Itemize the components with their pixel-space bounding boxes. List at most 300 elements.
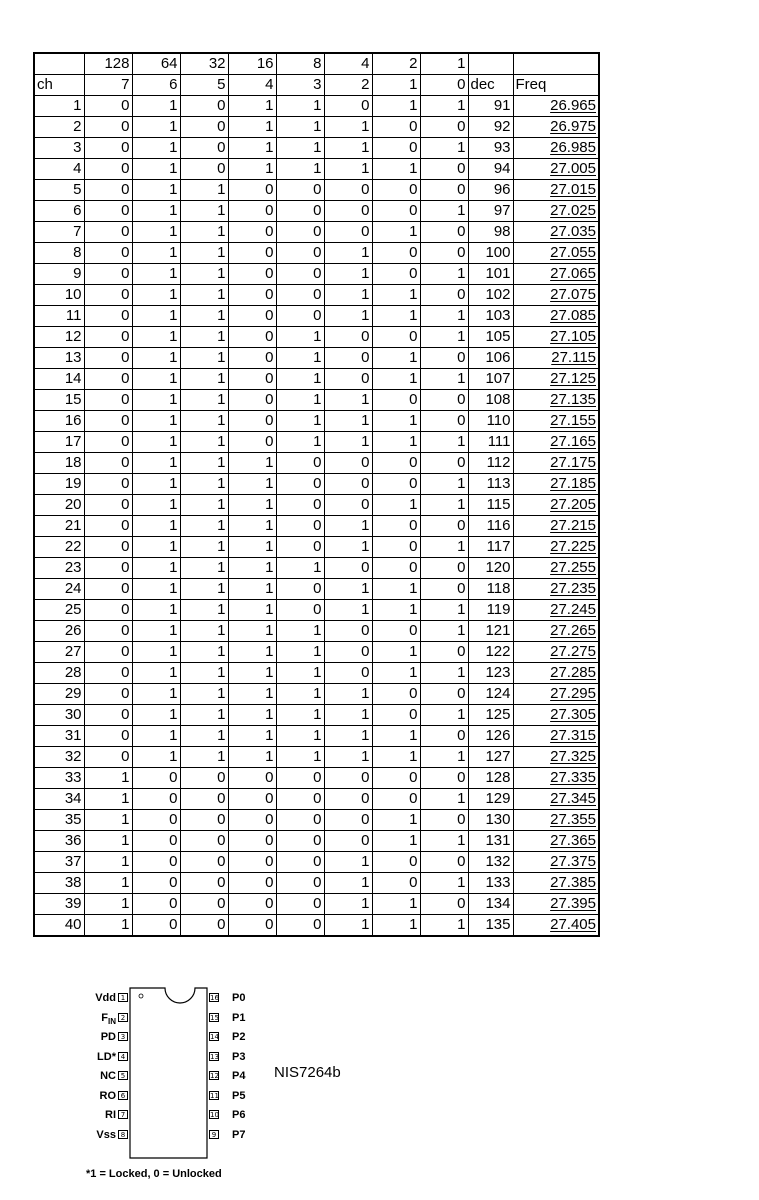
pin-label: P4 (232, 1070, 246, 1082)
table-cell: 1 (372, 432, 420, 453)
table-cell: 0 (180, 138, 228, 159)
table-cell: 101 (468, 264, 513, 285)
table-cell: 1 (420, 705, 468, 726)
table-cell: 1 (180, 558, 228, 579)
table-row (34, 348, 599, 369)
table-cell: 1 (420, 432, 468, 453)
table-cell: 1 (132, 285, 180, 306)
table-cell: 4 (228, 75, 276, 96)
table-cell: 131 (468, 831, 513, 852)
table-cell: 27.345 (513, 789, 599, 810)
table-row (34, 810, 599, 831)
table-cell: 1 (132, 663, 180, 684)
table-row (34, 684, 599, 705)
pin-number: 3 (118, 1032, 128, 1041)
table-cell: 0 (84, 642, 132, 663)
table-cell: 1 (276, 159, 324, 180)
table-cell: 1 (420, 747, 468, 768)
table-cell: 0 (324, 495, 372, 516)
table-cell: 1 (276, 411, 324, 432)
table-cell: 0 (372, 138, 420, 159)
table-cell: 1 (132, 537, 180, 558)
table-row (34, 159, 599, 180)
table-cell: ch (34, 75, 84, 96)
table-cell: 1 (324, 117, 372, 138)
table-cell: 3 (276, 75, 324, 96)
table-cell: 1 (324, 579, 372, 600)
table-cell: 16 (34, 411, 84, 432)
table-row (34, 474, 599, 495)
table-cell: 1 (180, 516, 228, 537)
table-cell: 27.025 (513, 201, 599, 222)
table-cell: 1 (228, 495, 276, 516)
table-row (34, 453, 599, 474)
table-cell: 1 (324, 747, 372, 768)
table-cell: 1 (372, 810, 420, 831)
lock-footnote: *1 = Locked, 0 = Unlocked (86, 1168, 222, 1180)
table-cell: 0 (132, 789, 180, 810)
table-cell: 27.305 (513, 705, 599, 726)
chip-outline (130, 988, 207, 1158)
table-cell: 0 (420, 726, 468, 747)
table-cell: 27.135 (513, 390, 599, 411)
table-cell: 1 (228, 516, 276, 537)
table-cell: 9 (34, 264, 84, 285)
table-cell: 0 (276, 831, 324, 852)
table-cell: 0 (84, 243, 132, 264)
table-cell: 0 (84, 558, 132, 579)
table-cell: 8 (34, 243, 84, 264)
table-cell: 0 (228, 873, 276, 894)
table-cell: 0 (372, 684, 420, 705)
table-cell: 26.975 (513, 117, 599, 138)
table-cell: 1 (180, 264, 228, 285)
table-cell: 102 (468, 285, 513, 306)
table-cell: 0 (180, 894, 228, 915)
table-cell: 0 (84, 684, 132, 705)
table-cell: 1 (132, 705, 180, 726)
table-cell: 1 (132, 222, 180, 243)
table-cell: 0 (228, 264, 276, 285)
table-cell: 10 (34, 285, 84, 306)
table-cell: 0 (132, 852, 180, 873)
table-cell: 128 (84, 53, 132, 75)
table-cell: 0 (180, 810, 228, 831)
table-cell: 0 (372, 789, 420, 810)
table-cell: 27.395 (513, 894, 599, 915)
table-cell: 1 (276, 726, 324, 747)
chip-pinout-diagram (60, 980, 380, 1190)
table-cell: 1 (372, 411, 420, 432)
table-cell: 0 (228, 369, 276, 390)
table-row (34, 369, 599, 390)
table-cell: 0 (276, 768, 324, 789)
table-cell: 0 (84, 159, 132, 180)
table-cell: 0 (84, 621, 132, 642)
pin-label: RI (105, 1109, 116, 1121)
table-cell: 1 (228, 117, 276, 138)
table-cell: 4 (324, 53, 372, 75)
table-cell: 134 (468, 894, 513, 915)
table-cell: 1 (228, 600, 276, 621)
table-cell: 0 (84, 453, 132, 474)
table-cell: 1 (372, 285, 420, 306)
table-cell: 0 (84, 222, 132, 243)
table-cell: 0 (420, 117, 468, 138)
table-cell: 133 (468, 873, 513, 894)
table-cell: 1 (372, 831, 420, 852)
table-cell: 1 (324, 138, 372, 159)
table-cell: 92 (468, 117, 513, 138)
table-cell: 0 (276, 873, 324, 894)
pin-number: 2 (118, 1013, 128, 1022)
table-cell: 130 (468, 810, 513, 831)
table-cell: 1 (372, 348, 420, 369)
table-cell: 1 (276, 663, 324, 684)
table-row (34, 831, 599, 852)
table-cell: dec (468, 75, 513, 96)
table-cell: 1 (180, 747, 228, 768)
table-cell: 1 (34, 96, 84, 117)
table-cell: 1 (420, 138, 468, 159)
table-cell: 1 (180, 390, 228, 411)
table-cell: 27.335 (513, 768, 599, 789)
table-cell: 125 (468, 705, 513, 726)
table-cell: 0 (420, 852, 468, 873)
table-cell: 1 (84, 810, 132, 831)
table-cell: 121 (468, 621, 513, 642)
table-cell: 2 (324, 75, 372, 96)
table-cell: 4 (34, 159, 84, 180)
table-cell: 0 (276, 600, 324, 621)
table-cell: 0 (84, 600, 132, 621)
table-cell: 0 (324, 831, 372, 852)
table-cell: 27.055 (513, 243, 599, 264)
table-cell: 1 (420, 201, 468, 222)
table-cell: 28 (34, 663, 84, 684)
table-cell: 18 (34, 453, 84, 474)
table-cell: 0 (276, 180, 324, 201)
table-cell: 27.315 (513, 726, 599, 747)
pin-number: 5 (118, 1071, 128, 1080)
table-cell: 0 (180, 831, 228, 852)
table-cell: 0 (324, 789, 372, 810)
table-cell: 1 (324, 306, 372, 327)
table-cell: 1 (180, 285, 228, 306)
table-cell: 1 (324, 873, 372, 894)
pin-label: P3 (232, 1050, 246, 1063)
table-cell: 0 (372, 852, 420, 873)
table-cell: 27.245 (513, 600, 599, 621)
table-cell: 22 (34, 537, 84, 558)
table-cell: 1 (324, 243, 372, 264)
table-cell: 1 (180, 705, 228, 726)
table-cell: 0 (420, 243, 468, 264)
table-cell: 27.115 (513, 348, 599, 369)
table-cell: 1 (180, 642, 228, 663)
table-cell: 13 (34, 348, 84, 369)
table-cell: 6 (132, 75, 180, 96)
table-cell: 128 (468, 768, 513, 789)
table-cell: 0 (132, 915, 180, 937)
table-cell: 1 (132, 516, 180, 537)
table-cell: 0 (420, 75, 468, 96)
table-row (34, 117, 599, 138)
table-cell: 27.265 (513, 621, 599, 642)
table-cell: 0 (372, 558, 420, 579)
table-cell: 0 (228, 285, 276, 306)
table-cell: 27.205 (513, 495, 599, 516)
table-cell: 0 (372, 537, 420, 558)
pin-number: 8 (118, 1130, 128, 1139)
table-cell: 24 (34, 579, 84, 600)
table-cell: 1 (132, 600, 180, 621)
pin-label: $F_{IN}$ (101, 1011, 116, 1026)
table-cell: 0 (276, 915, 324, 937)
table-cell: 1 (132, 726, 180, 747)
pin-label: NC (100, 1070, 116, 1082)
table-cell: 1 (372, 663, 420, 684)
table-cell: 0 (420, 684, 468, 705)
table-cell: 1 (276, 369, 324, 390)
table-cell: 1 (132, 579, 180, 600)
table-cell: 0 (84, 96, 132, 117)
table-cell: 1 (132, 411, 180, 432)
table-cell (468, 53, 513, 75)
table-cell: 0 (228, 201, 276, 222)
pin1-marker (139, 994, 143, 998)
table-cell: 1 (420, 53, 468, 75)
table-cell: 20 (34, 495, 84, 516)
table-cell: 117 (468, 537, 513, 558)
table-cell: 0 (84, 432, 132, 453)
table-row (34, 390, 599, 411)
table-cell: 1 (420, 663, 468, 684)
table-cell: 1 (372, 747, 420, 768)
table-cell: 12 (34, 327, 84, 348)
table-cell: 98 (468, 222, 513, 243)
table-cell: 0 (372, 873, 420, 894)
pin-number: 1 (118, 993, 128, 1002)
table-cell: 1 (276, 684, 324, 705)
table-cell: 39 (34, 894, 84, 915)
table-row (34, 201, 599, 222)
table-cell: 1 (372, 579, 420, 600)
table-cell: 94 (468, 159, 513, 180)
table-cell: 1 (132, 201, 180, 222)
table-cell: 32 (34, 747, 84, 768)
table-cell: 1 (324, 285, 372, 306)
table-row (34, 222, 599, 243)
table-cell: 0 (132, 831, 180, 852)
table-cell: 27.175 (513, 453, 599, 474)
table-cell: 118 (468, 579, 513, 600)
table-cell: 0 (276, 222, 324, 243)
table-cell: 1 (228, 663, 276, 684)
table-cell: 1 (132, 621, 180, 642)
table-cell: 0 (84, 663, 132, 684)
table-cell: 1 (228, 138, 276, 159)
table-cell: 27.225 (513, 537, 599, 558)
table-cell: 0 (276, 516, 324, 537)
table-cell: 11 (34, 306, 84, 327)
table-cell: 1 (276, 747, 324, 768)
table-cell: 1 (228, 705, 276, 726)
table-cell: 0 (420, 768, 468, 789)
table-cell: 0 (372, 453, 420, 474)
table-cell: 5 (34, 180, 84, 201)
table-cell: 27.155 (513, 411, 599, 432)
table-cell: 27.215 (513, 516, 599, 537)
table-cell: 1 (324, 915, 372, 937)
table-cell: 96 (468, 180, 513, 201)
table-cell: 0 (372, 390, 420, 411)
table-cell: 1 (180, 579, 228, 600)
table-cell: 1 (180, 201, 228, 222)
table-cell: 0 (324, 348, 372, 369)
table-cell: 1 (324, 726, 372, 747)
table-cell: 29 (34, 684, 84, 705)
table-cell: 1 (180, 537, 228, 558)
table-cell: 1 (84, 831, 132, 852)
table-cell: 16 (228, 53, 276, 75)
table-cell: 0 (276, 894, 324, 915)
table-row (34, 264, 599, 285)
table-cell: 0 (228, 243, 276, 264)
pin-label: P2 (232, 1031, 246, 1043)
table-row (34, 873, 599, 894)
table-cell: 1 (228, 726, 276, 747)
table-cell: 0 (420, 642, 468, 663)
pin-number: 7 (118, 1110, 128, 1119)
table-cell: 120 (468, 558, 513, 579)
table-cell: 1 (180, 621, 228, 642)
table-cell: 0 (372, 201, 420, 222)
pin-number: 4 (118, 1052, 128, 1061)
table-cell: 35 (34, 810, 84, 831)
table-cell: 1 (180, 453, 228, 474)
table-cell: 27.085 (513, 306, 599, 327)
table-cell: 32 (180, 53, 228, 75)
table-cell: 1 (372, 96, 420, 117)
table-cell: 0 (324, 558, 372, 579)
table-cell: 0 (420, 516, 468, 537)
table-row (34, 621, 599, 642)
table-cell: 0 (372, 768, 420, 789)
table-cell: 1 (276, 96, 324, 117)
table-cell: 27.035 (513, 222, 599, 243)
table-cell: 27.235 (513, 579, 599, 600)
table-cell: 0 (420, 222, 468, 243)
table-cell: 0 (372, 243, 420, 264)
table-cell: 1 (420, 96, 468, 117)
table-cell: 1 (132, 138, 180, 159)
table-cell: 1 (180, 726, 228, 747)
table-cell: 1 (132, 432, 180, 453)
table-cell: 7 (34, 222, 84, 243)
table-cell: 27.405 (513, 915, 599, 937)
table-cell: 1 (324, 390, 372, 411)
pin-label: Vss (96, 1128, 116, 1141)
table-cell: 129 (468, 789, 513, 810)
table-cell: 0 (276, 789, 324, 810)
table-cell: 0 (276, 201, 324, 222)
table-cell: 1 (132, 642, 180, 663)
table-row (34, 138, 599, 159)
table-cell: 37 (34, 852, 84, 873)
table-cell: 1 (132, 96, 180, 117)
table-cell: 1 (84, 915, 132, 937)
table-cell: 0 (228, 411, 276, 432)
table-cell: 0 (84, 726, 132, 747)
table-row (34, 789, 599, 810)
table-cell: 0 (420, 180, 468, 201)
table-cell: 1 (420, 264, 468, 285)
table-cell: 1 (132, 390, 180, 411)
table-cell: 122 (468, 642, 513, 663)
table-cell: 6 (34, 201, 84, 222)
table-cell: 27.295 (513, 684, 599, 705)
table-cell: 0 (180, 159, 228, 180)
pin-label: P0 (232, 992, 246, 1004)
table-cell: 1 (324, 264, 372, 285)
table-cell: 0 (324, 327, 372, 348)
table-cell: 0 (84, 180, 132, 201)
table-cell: 1 (180, 663, 228, 684)
table-row (34, 306, 599, 327)
table-cell: 0 (276, 264, 324, 285)
table-cell: 107 (468, 369, 513, 390)
table-cell: 2 (34, 117, 84, 138)
table-cell: 0 (132, 768, 180, 789)
table-cell: 0 (84, 201, 132, 222)
table-cell: 5 (180, 75, 228, 96)
table-cell: 0 (84, 285, 132, 306)
table-cell: 0 (180, 768, 228, 789)
table-cell: 0 (420, 810, 468, 831)
table-cell: 0 (228, 768, 276, 789)
table-cell: 0 (324, 453, 372, 474)
pin-label: RO (99, 1089, 116, 1102)
table-cell: 27.375 (513, 852, 599, 873)
table-cell: 0 (372, 621, 420, 642)
table-cell: 27.285 (513, 663, 599, 684)
table-cell: 1 (276, 621, 324, 642)
table-cell: 127 (468, 747, 513, 768)
table-cell: 110 (468, 411, 513, 432)
table-cell: 1 (276, 558, 324, 579)
table-cell: 1 (228, 747, 276, 768)
table-row (34, 558, 599, 579)
table-cell: 1 (276, 390, 324, 411)
table-row (34, 705, 599, 726)
table-cell: 1 (228, 579, 276, 600)
table-cell: 1 (132, 159, 180, 180)
table-cell: 1 (228, 453, 276, 474)
channel-frequency-table (33, 52, 600, 937)
table-cell: 1 (372, 222, 420, 243)
table-cell: 1 (372, 369, 420, 390)
table-cell: 1 (372, 306, 420, 327)
table-cell: 0 (372, 705, 420, 726)
table-row (34, 243, 599, 264)
table-cell: 0 (324, 180, 372, 201)
table-cell: 27.075 (513, 285, 599, 306)
table-cell: 1 (420, 915, 468, 937)
table-row (34, 600, 599, 621)
table-cell: 1 (372, 495, 420, 516)
part-name: NIS7264b (274, 1064, 341, 1081)
